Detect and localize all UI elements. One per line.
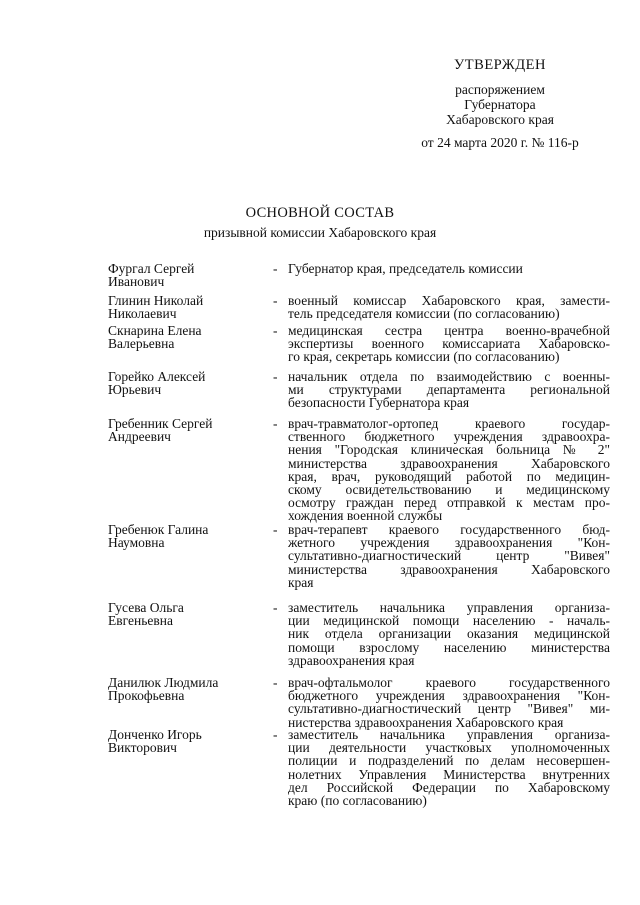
member-name	[108, 417, 268, 443]
member-name-line: Юрьевич	[108, 382, 162, 398]
member-name	[108, 728, 268, 754]
member-role-line: ции медицинской помощи населению - началь-	[288, 613, 610, 629]
member-role-line: безопасности Губернатора края	[288, 395, 470, 411]
member-role-line: края, врач, руководящий работой по медицин-	[288, 468, 610, 484]
member-name-line: Прокофьевна	[108, 688, 185, 704]
member-name	[108, 294, 268, 320]
member-name-line: Иванович	[108, 274, 165, 290]
member-role-line: помощи взрослому населению министерства	[288, 639, 610, 655]
approval-date: от 24 марта 2020 г. № 116-р	[421, 135, 579, 150]
member-name-line: Валерьевна	[108, 336, 175, 352]
member-role-line: полиции и подразделений по делам несовершен-	[288, 753, 610, 769]
member-role	[288, 324, 610, 364]
member-dash: -	[273, 261, 278, 276]
member-role	[288, 601, 610, 667]
member-name	[108, 676, 268, 702]
member-role-line: начальник отдела по взаимодействию с военны-	[288, 369, 610, 384]
member-role-line: нистерства здравоохранения Хабаровского края	[288, 714, 564, 730]
member-name-line: Скнарина Елена	[108, 323, 202, 338]
member-name-line: Глинин Николай	[108, 293, 204, 308]
document-title	[0, 205, 640, 241]
approval-line-2: Губернатора	[464, 97, 536, 112]
title-main: ОСНОВНОЙ СОСТАВ	[245, 205, 395, 221]
member-role-line: здравоохранения края	[288, 652, 415, 668]
member-dash: -	[273, 600, 278, 615]
member-role	[288, 294, 610, 320]
member-role-line: Губернатор края, председатель комиссии	[288, 261, 523, 276]
member-role-line: министерства здравоохранения Хабаровского	[288, 455, 610, 471]
member-role-line: нения "Городская клиническая больница № 2"	[288, 442, 610, 458]
member-role-line: заместитель начальника управления организа-	[288, 727, 610, 742]
member-role-line: края	[288, 574, 314, 590]
approval-line-1: распоряжением	[455, 82, 545, 97]
member-role-line: го края, секретарь комиссии (по согласованию)	[288, 349, 560, 365]
member-name-line: Гусева Ольга	[108, 600, 184, 615]
member-role-line: ник отдела организации оказания медицинской	[288, 626, 610, 642]
member-name	[108, 370, 268, 396]
member-role-line: жетного учреждения здравоохранения "Кон-	[288, 535, 610, 551]
member-dash: -	[273, 293, 278, 308]
member-role	[288, 523, 610, 589]
member-role-line: министерства здравоохранения Хабаровского	[288, 561, 610, 577]
member-name-line: Горейко Алексей	[108, 369, 206, 384]
member-role-line: сультативно-диагностический центр "Вивея" ми-	[288, 701, 610, 717]
member-dash: -	[273, 522, 278, 537]
member-name-line: Андреевич	[108, 429, 171, 445]
member-name-line: Данилюк Людмила	[108, 675, 219, 690]
member-role-line: врач-офтальмолог краевого государственного	[288, 675, 610, 690]
member-role-line: бюджетного учреждения здравоохранения "Кон-	[288, 688, 610, 704]
member-role	[288, 728, 610, 807]
member-role-line: экспертизы военного комиссариата Хабаровско-	[288, 336, 610, 352]
member-role-line: врач-терапевт краевого государственного бюд-	[288, 522, 610, 537]
member-name-line: Гребенюк Галина	[108, 522, 209, 537]
member-role-line: военный комиссар Хабаровского края, замести-	[288, 293, 610, 308]
member-name	[108, 262, 268, 288]
member-role-line: заместитель начальника управления организа-	[288, 600, 610, 615]
member-name-line: Евгеньевна	[108, 613, 173, 629]
member-name	[108, 601, 268, 627]
member-role	[288, 370, 610, 410]
member-name-line: Николаевич	[108, 306, 177, 322]
member-dash: -	[273, 675, 278, 690]
member-name-line: Донченко Игорь	[108, 727, 202, 742]
member-role-line: нолетних Управления Министерства внутренних	[288, 766, 610, 782]
approval-stamp	[400, 58, 600, 150]
member-dash: -	[273, 369, 278, 384]
member-role-line: хождения военной службы	[288, 508, 443, 524]
member-role-line: дел Российской Федерации по Хабаровскому	[288, 779, 610, 795]
member-role-line: медицинская сестра центра военно-врачебной	[288, 323, 610, 338]
member-role	[288, 417, 610, 523]
member-role-line: краю (по согласованию)	[288, 793, 427, 809]
member-role	[288, 262, 610, 275]
member-dash: -	[273, 727, 278, 742]
member-name-line: Фургал Сергей	[108, 261, 195, 276]
member-role-line: скому освидетельствованию и медицинскому	[288, 482, 610, 498]
member-role-line: тель председателя комиссии (по согласованию)	[288, 306, 560, 322]
member-name	[108, 324, 268, 350]
member-role-line: сультативно-диагностический центр "Вивея"	[288, 548, 610, 564]
member-name-line: Гребенник Сергей	[108, 416, 213, 431]
member-dash: -	[273, 323, 278, 338]
member-name-line: Наумовна	[108, 535, 165, 551]
member-role-line: врач-травматолог-ортопед краевого государ-	[288, 416, 610, 431]
member-role-line: ми структурами департамента региональной	[288, 382, 610, 398]
member-dash: -	[273, 416, 278, 431]
member-role	[288, 676, 610, 729]
member-role-line: осмотру граждан перед отправкой к местам про-	[288, 495, 610, 511]
member-role-line: ственного бюджетного учреждения здравоохра-	[288, 429, 610, 445]
title-sub: призывной комиссии Хабаровского края	[203, 225, 437, 240]
member-name-line: Викторович	[108, 740, 177, 756]
approval-heading: УТВЕРЖДЕН	[454, 57, 546, 73]
member-role-line: ции деятельности участковых уполномоченных	[288, 740, 610, 756]
approval-line-3: Хабаровского края	[446, 112, 554, 127]
member-name	[108, 523, 268, 549]
